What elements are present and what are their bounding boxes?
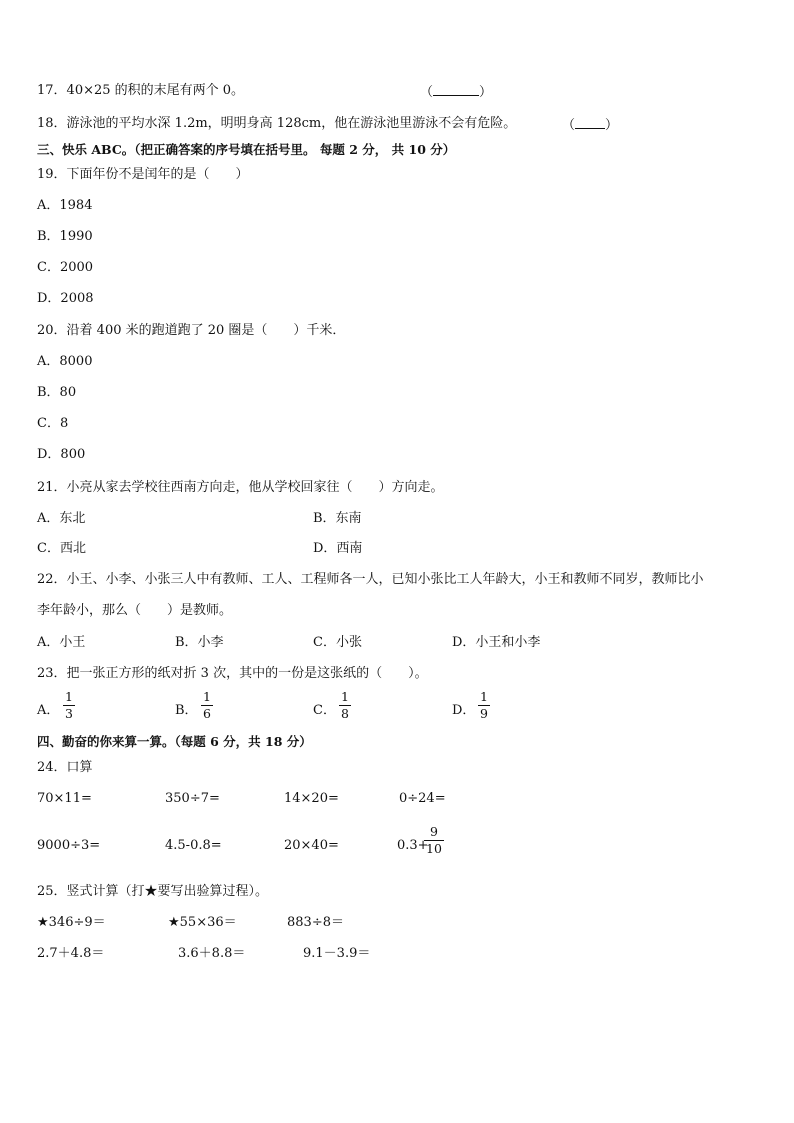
q25-item: 9.1－3.9＝	[303, 946, 371, 961]
q22-option-c[interactable]: C．小张	[313, 635, 362, 650]
question-18	[37, 116, 516, 132]
question-17	[37, 83, 244, 99]
q20-option-b[interactable]: B．80	[37, 385, 77, 400]
q23-option-c-fraction: 1 8	[341, 689, 349, 721]
question-18-answer: （ ）	[562, 118, 619, 133]
q21-option-b[interactable]: B．东南	[313, 511, 362, 526]
q23-option-b-fraction: 1 6	[203, 689, 211, 721]
section-4-title: 四、勤奋的你来算一算。（每题 6 分，共 18 分）	[37, 734, 312, 749]
question-19-stem: 19．下面年份不是闰年的是（ ）	[37, 167, 249, 182]
section-3-title: 三、快乐 ABC。（把正确答案的序号填在括号里。 每题 2 分， 共 10 分）	[37, 142, 456, 157]
q24-fraction: 9 10	[426, 824, 442, 856]
q20-option-a[interactable]: A．8000	[37, 354, 93, 369]
q23-option-a-label[interactable]: A．	[37, 703, 60, 718]
q24-item: 0÷24=	[399, 791, 446, 806]
question-17-text: 17．40×25 的积的末尾有两个 0。	[37, 83, 245, 98]
q19-option-b[interactable]: B．1990	[37, 229, 93, 244]
q21-option-a[interactable]: A．东北	[37, 511, 86, 526]
q19-option-a[interactable]: A．1984	[37, 198, 93, 213]
answer-blank[interactable]	[575, 116, 605, 129]
question-25-title: 25．竖式计算（打★要写出验算过程）。	[37, 884, 269, 899]
q23-option-b-label[interactable]: B．	[175, 703, 198, 718]
q23-option-d-fraction: 1 9	[480, 689, 488, 721]
question-24-title: 24．口算	[37, 760, 93, 775]
q23-option-d-label[interactable]: D．	[452, 703, 476, 718]
q20-option-c[interactable]: C．8	[37, 416, 69, 431]
q25-item: ★55×36＝	[168, 915, 237, 930]
q22-option-a[interactable]: A．小王	[37, 635, 86, 650]
q24-item: 70×11=	[37, 791, 92, 806]
q22-option-b[interactable]: B．小李	[175, 635, 224, 650]
question-20-stem: 20．沿着 400 米的跑道跑了 20 圈是（ ）千米．	[37, 323, 346, 338]
q25-item: 3.6＋8.8＝	[178, 946, 246, 961]
question-23-stem: 23．把一张正方形的纸对折 3 次，其中的一份是这张纸的（ ）。	[37, 666, 428, 681]
q23-option-a-fraction: 1 3	[65, 689, 73, 721]
q25-item: 883÷8＝	[287, 915, 344, 930]
q20-option-d[interactable]: D．800	[37, 447, 86, 462]
question-22-stem-line2: 李年龄小，那么（ ）是教师。	[37, 603, 233, 618]
q24-item: 4.5-0.8=	[165, 838, 222, 853]
q23-option-c-label[interactable]: C．	[313, 703, 336, 718]
q25-item: ★346÷9＝	[37, 915, 106, 930]
q19-option-c[interactable]: C．2000	[37, 260, 94, 275]
q21-option-d[interactable]: D．西南	[313, 541, 363, 556]
question-17-answer: （ ）	[420, 85, 493, 100]
q24-item: 14×20=	[284, 791, 339, 806]
q24-item: 20×40=	[284, 838, 339, 853]
q24-item: 9000÷3=	[37, 838, 101, 853]
question-18-text: 18．游泳池的平均水深 1.2m，明明身高 128cm，他在游泳池里游泳不会有危险。	[37, 116, 517, 131]
question-22-stem-line1: 22．小王、小李、小张三人中有教师、工人、工程师各一人，已知小张比工人年龄大，小王和教师不同岁，教师比小	[37, 572, 704, 587]
q24-fraction-prefix: 0.3+	[397, 838, 429, 853]
answer-blank[interactable]	[433, 83, 479, 96]
q19-option-d[interactable]: D．2008	[37, 291, 94, 306]
q21-option-c[interactable]: C．西北	[37, 541, 86, 556]
q24-item: 350÷7=	[165, 791, 220, 806]
question-21-stem: 21．小亮从家去学校往西南方向走，他从学校回家往（ ）方向走。	[37, 480, 444, 495]
q25-item: 2.7＋4.8＝	[37, 946, 105, 961]
q22-option-d[interactable]: D．小王和小李	[452, 635, 541, 650]
